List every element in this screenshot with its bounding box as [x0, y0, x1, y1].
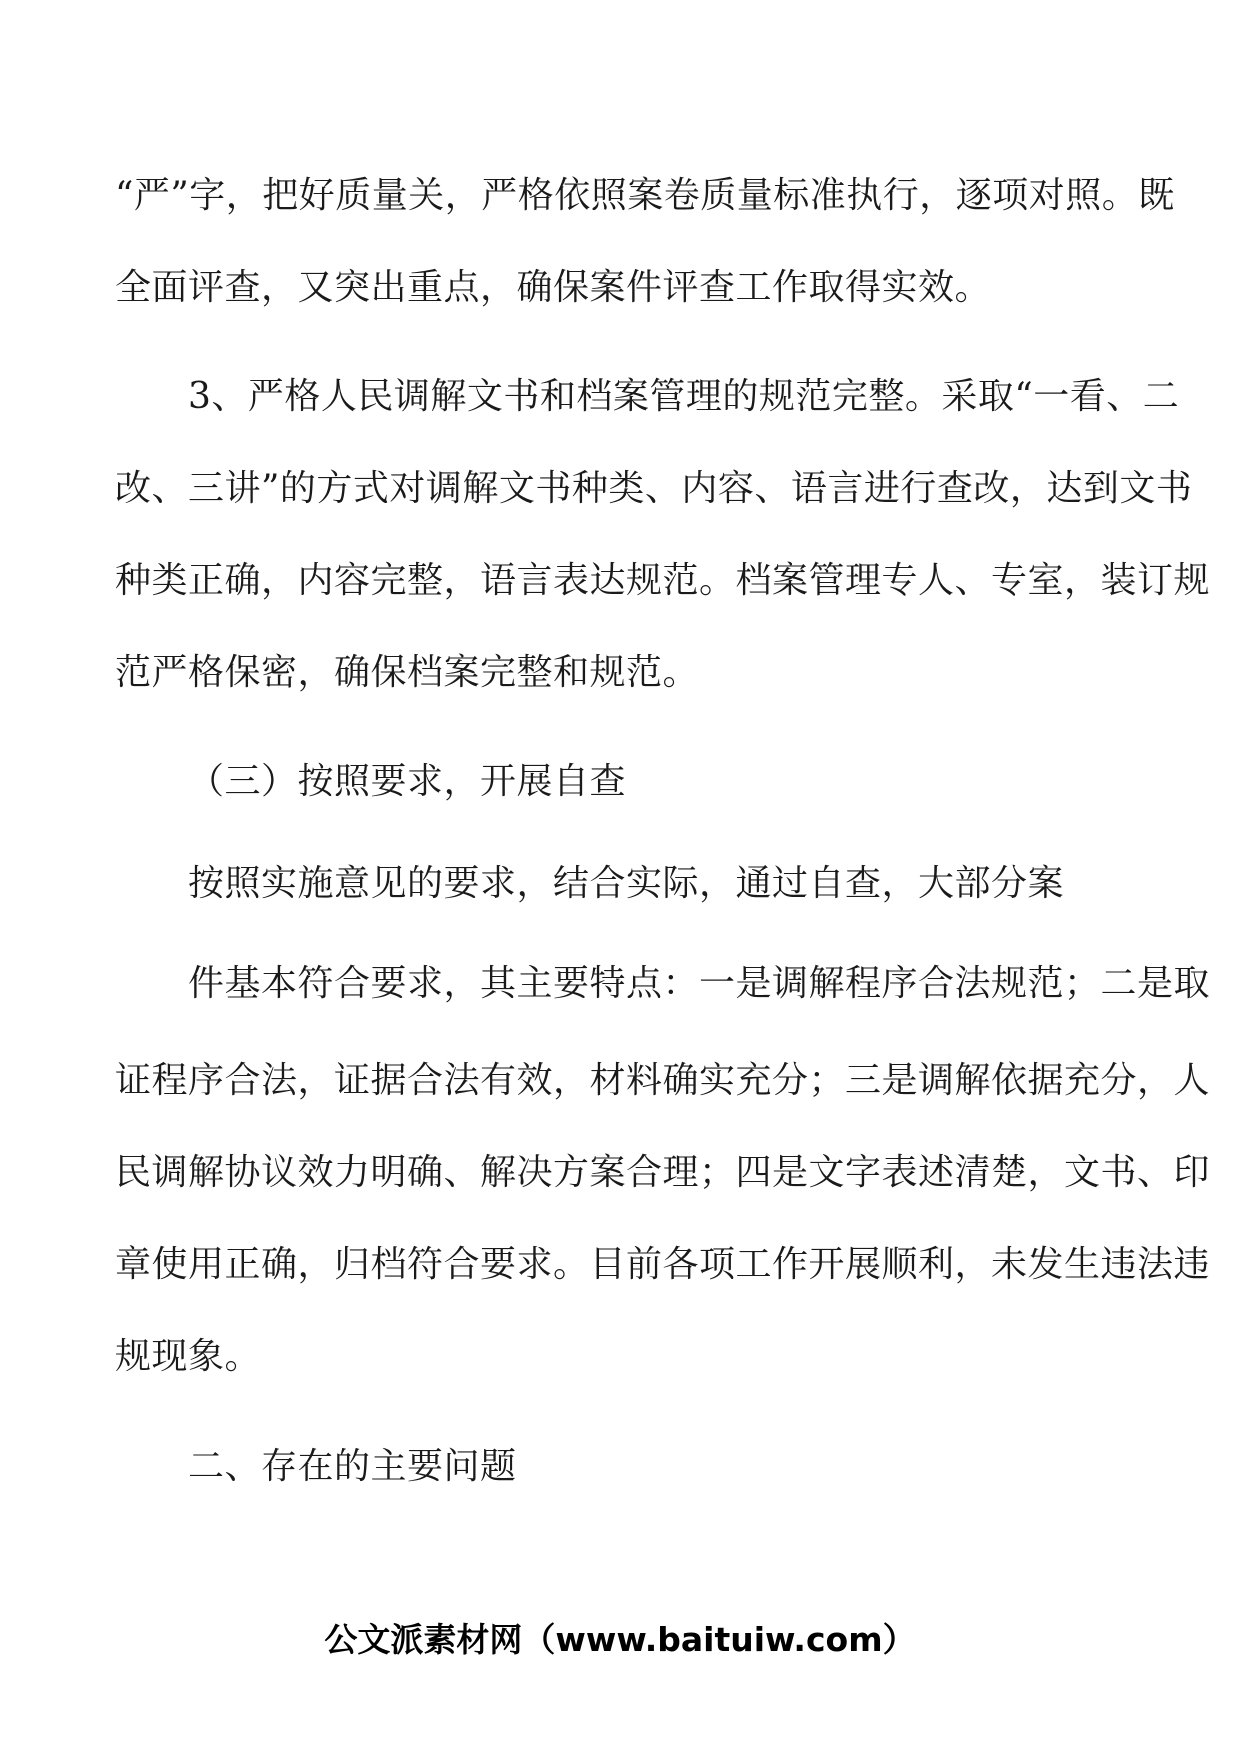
paragraph-line: “严”字，把好质量关，严格依照案卷质量标准执行，逐项对照。既: [115, 175, 1175, 216]
paragraph-line: 种类正确，内容完整，语言表达规范。档案管理专人、专室，装订规: [115, 560, 1211, 601]
footer-watermark: 公文派素材网（www.baituiw.com）: [324, 1620, 916, 1659]
paragraph-line: 民调解协议效力明确、解决方案合理；四是文字表述清楚，文书、印: [115, 1152, 1211, 1193]
paragraph-line: 全面评查，又突出重点，确保案件评查工作取得实效。: [115, 267, 992, 308]
section-heading: （三）按照要求，开展自查: [188, 761, 627, 802]
paragraph-line: 件基本符合要求，其主要特点：一是调解程序合法规范；二是取: [188, 963, 1211, 1004]
paragraph-line: 改、三讲”的方式对调解文书种类、内容、语言进行查改，达到文书: [115, 468, 1193, 509]
paragraph-line: 章使用正确，归档符合要求。目前各项工作开展顺利，未发生违法违: [115, 1244, 1211, 1285]
paragraph-line: 按照实施意见的要求，结合实际，通过自查，大部分案: [188, 863, 1065, 904]
paragraph-line: 3、严格人民调解文书和档案管理的规范完整。采取“一看、二: [188, 376, 1180, 417]
paragraph-line: 规现象。: [115, 1336, 262, 1377]
paragraph-line: 范严格保密，确保档案完整和规范。: [115, 652, 700, 693]
paragraph-line: 证程序合法，证据合法有效，材料确实充分；三是调解依据充分，人: [115, 1060, 1211, 1101]
section-heading: 二、存在的主要问题: [188, 1446, 517, 1487]
